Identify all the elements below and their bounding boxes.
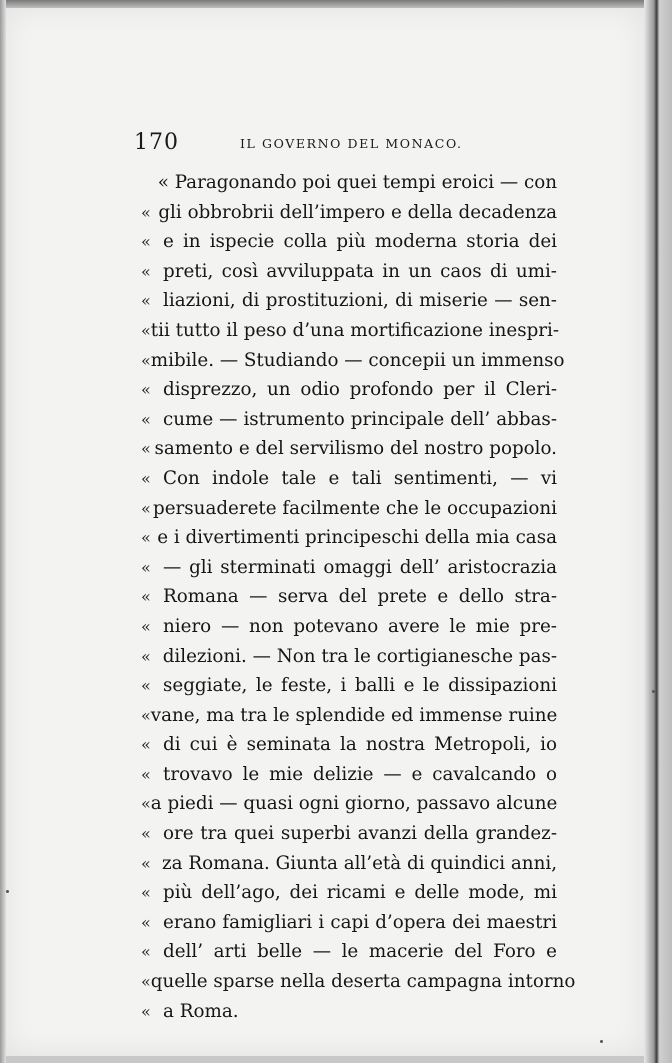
line-text: vane, ma tra le splendide ed immense ruine	[150, 704, 558, 726]
quote-mark: «	[141, 232, 151, 252]
quote-mark: «	[141, 972, 151, 992]
text-line	[141, 819, 561, 849]
page-left-edge	[0, 0, 6, 1063]
line-text: samento e del servilismo del nostro popolo.	[154, 438, 557, 460]
running-head: IL GOVERNO DEL MONACO.	[240, 136, 463, 151]
line-text: a Roma.	[163, 1000, 239, 1022]
quote-mark: «	[141, 587, 151, 607]
scan-speck	[600, 1040, 603, 1043]
quote-mark: «	[141, 261, 151, 281]
line-text: liazioni, di prostituzioni, di miserie — sen-	[163, 290, 557, 312]
text-line	[141, 760, 561, 790]
line-text: preti, così avviluppata in un caos di umi-	[163, 260, 557, 282]
quote-mark: «	[141, 498, 151, 518]
text-line	[141, 612, 561, 642]
line-text: ore tra quei superbi avanzi della grandez-	[163, 823, 557, 845]
quote-mark: «	[141, 912, 151, 932]
quote-mark: «	[141, 735, 151, 755]
line-text: a piedi — quasi ogni giorno, passavo alcune	[150, 793, 558, 815]
page-top-edge	[0, 0, 672, 8]
line-text: — gli sterminati omaggi dell’ aristocrazia	[163, 556, 557, 578]
quote-mark: «	[141, 1001, 151, 1021]
quote-mark: «	[141, 824, 151, 844]
quote-mark: «	[141, 883, 151, 903]
line-text: niero — non potevano avere le mie pre-	[163, 615, 557, 637]
text-line	[141, 346, 565, 376]
text-line	[141, 464, 561, 494]
text-line	[141, 375, 561, 405]
text-line	[141, 671, 561, 701]
quote-mark: «	[141, 705, 151, 725]
line-text: quelle sparse nella deserta campagna intorno	[150, 971, 576, 993]
scan-speck	[6, 890, 9, 893]
line-text: mibile. — Studiando — concepii un immenso	[150, 349, 565, 371]
line-text: cume — istrumento principale dell’ abbas-	[163, 408, 557, 430]
page-number: 170	[134, 130, 179, 155]
text-line	[141, 523, 561, 553]
text-line	[141, 967, 576, 997]
text-line	[141, 789, 561, 819]
quote-mark: «	[141, 468, 151, 488]
text-line	[141, 730, 561, 760]
text-line	[141, 908, 561, 938]
line-text: e i divertimenti principeschi della mia casa	[157, 527, 557, 549]
line-text: più dell’ago, dei ricami e delle mode, mi	[163, 882, 557, 904]
quote-mark: «	[141, 764, 151, 784]
line-text: Romana — serva del prete e dello stra-	[163, 586, 557, 608]
text-line	[141, 316, 561, 346]
quote-mark: «	[141, 616, 151, 636]
quote-mark: «	[141, 380, 151, 400]
scan-speck	[652, 690, 655, 693]
line-text: za Romana. Giunta all’età di quindici anni,	[162, 852, 557, 874]
quote-mark: «	[141, 202, 151, 222]
line-text: dell’ arti belle — le macerie del Foro e	[163, 941, 557, 963]
quote-mark: «	[141, 350, 151, 370]
line-text: gli obbrobrii dell’impero e della decadenza	[158, 201, 557, 223]
quote-mark: «	[141, 439, 151, 459]
text-lines	[141, 198, 576, 1027]
text-line	[141, 878, 561, 908]
body-text	[141, 168, 576, 1026]
text-line	[141, 997, 561, 1027]
text-line	[141, 642, 561, 672]
text-line	[141, 553, 561, 583]
line-text: e in ispecie colla più moderna storia dei	[163, 231, 557, 253]
quote-mark: «	[141, 320, 151, 340]
quote-mark: «	[141, 291, 151, 311]
text-line	[141, 198, 561, 228]
quote-mark: «	[141, 646, 151, 666]
line-text: persuaderete facilmente che le occupazioni	[153, 497, 557, 519]
line-text: disprezzo, un odio profondo per il Cleri-	[163, 379, 557, 401]
line-text: « Paragonando poi quei tempi eroici — con	[157, 172, 557, 193]
text-line	[141, 286, 561, 316]
line-text: trovavo le mie delizie — e cavalcando o	[163, 763, 557, 785]
text-line	[141, 257, 561, 287]
quote-mark: «	[141, 528, 151, 548]
page-header	[134, 130, 534, 164]
text-line	[141, 937, 561, 967]
line-text: seggiate, le feste, i balli e le dissipazioni	[163, 675, 557, 697]
quote-mark: «	[141, 409, 151, 429]
text-line	[141, 701, 561, 731]
line-text: Con indole tale e tali sentimenti, — vi	[163, 467, 557, 489]
line-text: tii tutto il peso d’una mortificazione inespri-	[150, 319, 560, 341]
quote-mark: «	[141, 853, 151, 873]
page-binding-edge	[644, 0, 672, 1063]
text-line	[141, 405, 561, 435]
quote-mark: «	[141, 676, 151, 696]
quote-mark: «	[141, 557, 151, 577]
quote-mark: «	[141, 794, 151, 814]
text-line	[141, 434, 561, 464]
text-line	[141, 582, 561, 612]
text-line	[141, 494, 561, 524]
text-line	[141, 849, 561, 879]
text-line-first	[141, 168, 561, 198]
quote-mark: «	[141, 942, 151, 962]
line-text: erano famigliari i capi d’opera dei maestri	[163, 911, 557, 933]
line-text: dilezioni. — Non tra le cortigianesche pas-	[162, 645, 557, 667]
line-text: di cui è seminata la nostra Metropoli, io	[163, 734, 557, 756]
text-line	[141, 227, 561, 257]
